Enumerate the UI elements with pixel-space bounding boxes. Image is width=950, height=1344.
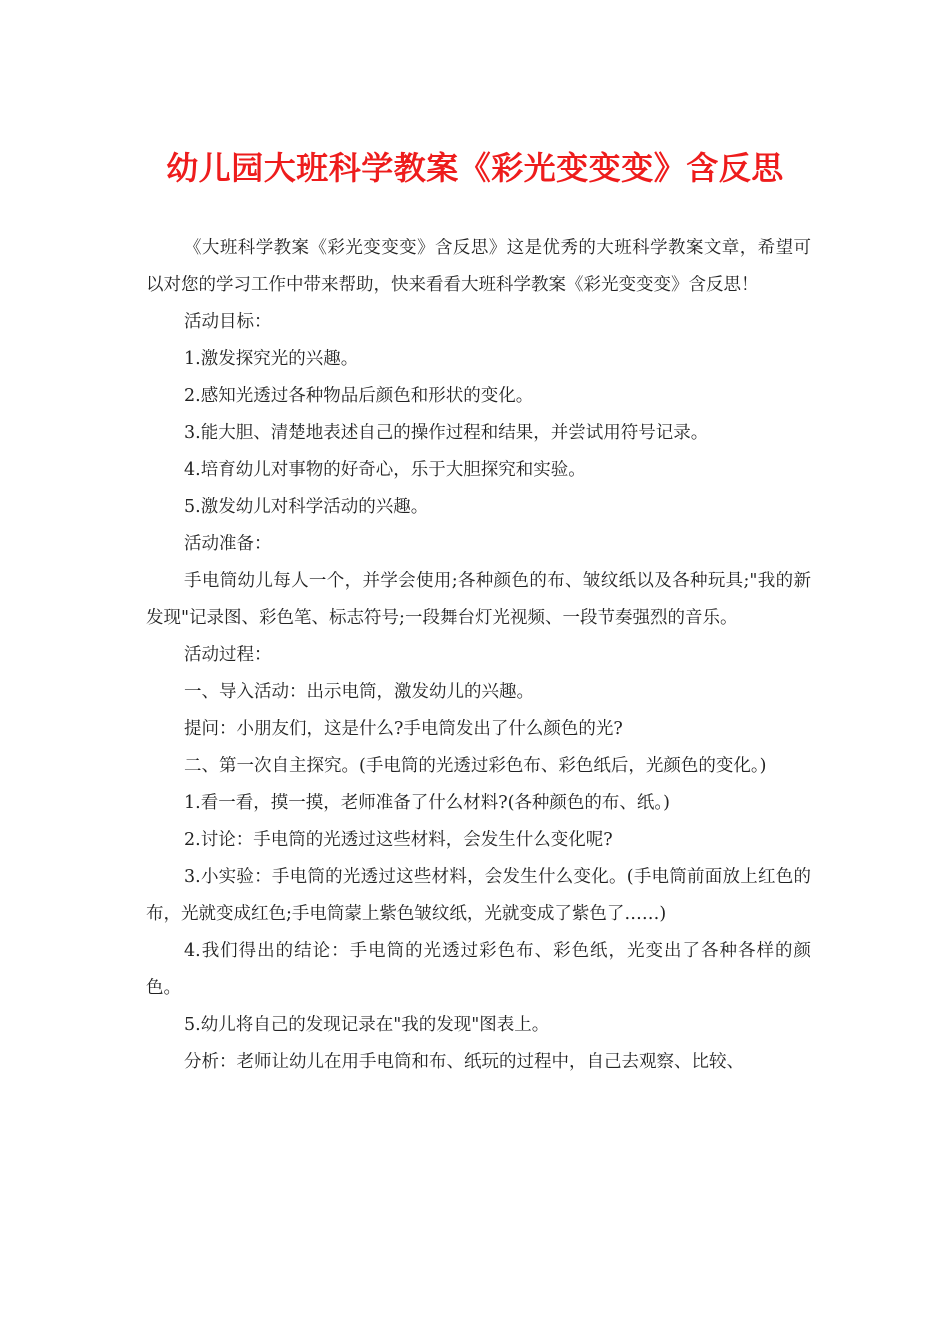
preparation-paragraph: 手电筒幼儿每人一个，并学会使用;各种颜色的布、皱纹纸以及各种玩具;"我的新发现"记录图、彩色笔、标志符号;一段舞台灯光视频、一段节奏强烈的音乐。 <box>146 571 811 628</box>
process-substep: 2.讨论：手电筒的光透过这些材料，会发生什么变化呢? <box>184 830 613 850</box>
process-step: 一、导入活动：出示电筒，激发幼儿的兴趣。 <box>184 682 534 702</box>
section-heading-goals: 活动目标： <box>184 312 272 332</box>
section-heading-process: 活动过程： <box>184 645 272 665</box>
goal-item: 4.培育幼儿对事物的好奇心，乐于大胆探究和实验。 <box>184 460 586 480</box>
process-step: 二、第一次自主探究。(手电筒的光透过彩色布、彩色纸后，光颜色的变化。) <box>184 756 767 776</box>
goal-item: 1.激发探究光的兴趣。 <box>184 349 359 369</box>
section-heading-preparation: 活动准备： <box>184 534 272 554</box>
document-body <box>146 230 811 1081</box>
process-question: 提问：小朋友们，这是什么?手电筒发出了什么颜色的光? <box>184 719 623 739</box>
goal-item: 5.激发幼儿对科学活动的兴趣。 <box>184 497 429 517</box>
goal-item: 3.能大胆、清楚地表述自己的操作过程和结果，并尝试用符号记录。 <box>184 423 709 443</box>
process-substep: 4.我们得出的结论：手电筒的光透过彩色布、彩色纸，光变出了各种各样的颜色。 <box>146 941 811 998</box>
analysis-paragraph: 分析：老师让幼儿在用手电筒和布、纸玩的过程中，自己去观察、比较、 <box>184 1052 744 1072</box>
document-title: 幼儿园大班科学教案《彩光变变变》含反思 <box>166 149 784 187</box>
process-substep: 1.看一看，摸一摸，老师准备了什么材料?(各种颜色的布、纸。) <box>184 793 670 813</box>
process-substep: 5.幼儿将自己的发现记录在"我的发现"图表上。 <box>184 1015 550 1035</box>
goal-item: 2.感知光透过各种物品后颜色和形状的变化。 <box>184 386 534 406</box>
process-substep: 3.小实验：手电筒的光透过这些材料，会发生什么变化。(手电筒前面放上红色的布，光就变成红色;手电筒蒙上紫色皱纹纸，光就变成了紫色了……) <box>146 867 811 924</box>
intro-paragraph: 《大班科学教案《彩光变变变》含反思》这是优秀的大班科学教案文章，希望可以对您的学习工作中带来帮助，快来看看大班科学教案《彩光变变变》含反思！ <box>146 238 811 295</box>
